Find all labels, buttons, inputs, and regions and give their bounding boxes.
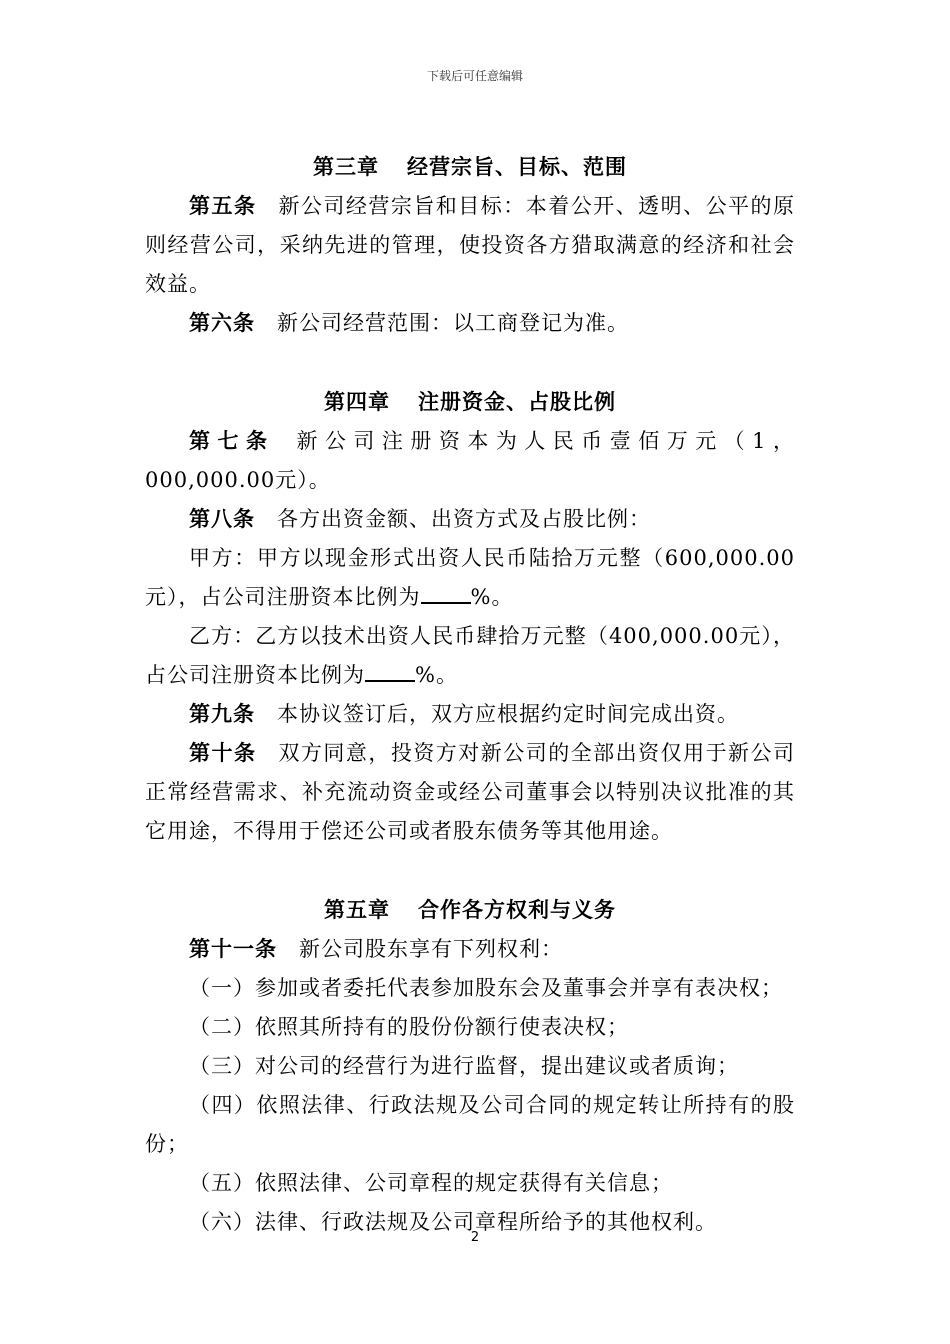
chapter-title: 注册资金、占股比例: [418, 390, 616, 414]
chapter-title: 合作各方权利与义务: [418, 898, 616, 922]
document-body: [145, 148, 795, 1242]
party-b-ratio-blank[interactable]: [365, 658, 415, 682]
page-header: 下载后可任意编辑: [426, 69, 523, 83]
article-text: 双方同意，投资方对新公司的全部出资仅用于新公司正常经营需求、补充流动资金或经公司董事会以特别决议批准的其它用途，不得用于偿还公司或者股东债务等其他用途。: [145, 741, 796, 843]
article-11: [145, 930, 795, 969]
chapter-4-heading: [145, 383, 795, 422]
article-text: 新公司股东享有下列权利：: [299, 937, 563, 961]
article-label: 第九条: [189, 702, 255, 726]
article-text: 新公司注册资本为人民币壹佰万元（1，000,000.00元）。: [145, 429, 796, 492]
right-item: （六）法律、行政法规及公司章程所给予的其他权利。: [189, 1210, 717, 1234]
article-8: [145, 500, 795, 539]
party-a-text: 甲方：甲方以现金形式出资人民币陆拾万元整（600,000.00元），占公司注册资本比例为: [145, 546, 795, 609]
chapter-number: 第五章: [324, 898, 390, 922]
article-9: [145, 695, 795, 734]
right-item: （二）依照其所持有的股份份额行使表决权；: [189, 1015, 629, 1039]
party-a-suffix: %。: [470, 585, 514, 609]
article-label: 第六条: [189, 311, 255, 335]
article-text: 本协议签订后，双方应根据约定时间完成出资。: [277, 702, 739, 726]
right-item: （五）依照法律、公司章程的规定获得有关信息；: [189, 1171, 673, 1195]
article-label: 第七条: [189, 429, 275, 453]
article-label: 第五条: [189, 194, 257, 218]
right-item: （三）对公司的经营行为进行监督，提出建议或者质询；: [189, 1054, 739, 1078]
chapter-number: 第四章: [324, 390, 390, 414]
party-a-ratio-blank[interactable]: [421, 580, 471, 604]
article-label: 第八条: [189, 507, 255, 531]
party-b-text: 乙方：乙方以技术出资人民币肆拾万元整（400,000.00元），占公司注册资本比例为: [145, 624, 795, 687]
chapter-title: 经营宗旨、目标、范围: [407, 155, 627, 179]
page-number: 2: [470, 1230, 480, 1245]
article-label: 第十条: [189, 741, 257, 765]
party-b-suffix: %。: [415, 663, 458, 687]
article-label: 第十一条: [189, 937, 277, 961]
article-6: [145, 304, 795, 343]
party-a-contribution: [145, 539, 795, 617]
chapter-number: 第三章: [313, 155, 379, 179]
article-10: [145, 734, 795, 851]
article-text: 新公司经营范围：以工商登记为准。: [277, 311, 629, 335]
article-7: [145, 422, 795, 500]
chapter-5-heading: [145, 891, 795, 930]
article-text: 各方出资金额、出资方式及占股比例：: [277, 507, 651, 531]
right-item: （四）依照法律、行政法规及公司合同的规定转让所持有的股份；: [145, 1093, 795, 1156]
right-item: （一）参加或者委托代表参加股东会及董事会并享有表决权；: [189, 976, 783, 1000]
party-b-contribution: [145, 617, 795, 695]
chapter-3-heading: [145, 148, 795, 187]
article-text: 新公司经营宗旨和目标：本着公开、透明、公平的原则经营公司，采纳先进的管理，使投资各方猎取满意的经济和社会效益。: [145, 194, 796, 296]
article-5: [145, 187, 795, 304]
